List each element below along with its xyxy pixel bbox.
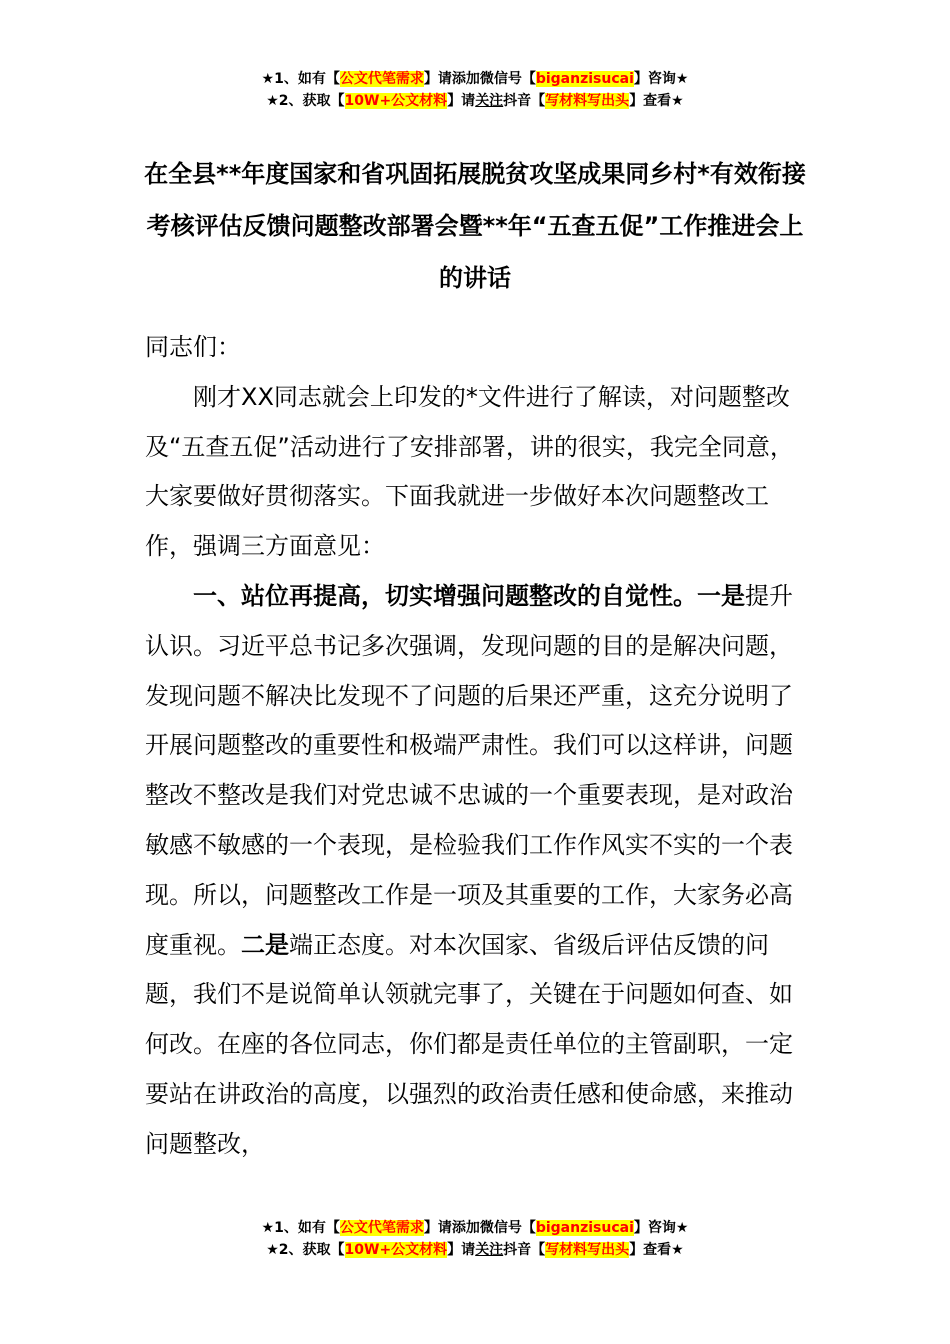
banner-highlight: 10W+公文材料 bbox=[344, 1242, 448, 1258]
document-title: 在全县**年度国家和省巩固拓展脱贫攻坚成果同乡村*有效衔接考核评估反馈问题整改部署会暨**年“五查五促”工作推进会上的讲话 bbox=[144, 160, 806, 292]
header-banner bbox=[0, 68, 950, 112]
salutation: 同志们： bbox=[145, 333, 241, 361]
banner-highlight: biganzisucai bbox=[535, 71, 634, 87]
banner-line-2: ★2、获取【10W+公文材料】请关注抖音【写材料写出头】查看★ bbox=[266, 93, 684, 109]
banner-highlight: 写材料写出头 bbox=[545, 93, 630, 109]
banner-line-2: ★2、获取【10W+公文材料】请关注抖音【写材料写出头】查看★ bbox=[266, 1242, 684, 1258]
section-heading: 一、站位再提高，切实增强问题整改的自觉性。 bbox=[193, 581, 697, 610]
banner-highlight: biganzisucai bbox=[535, 1220, 634, 1236]
banner-highlight: 公文代笔需求 bbox=[339, 71, 424, 87]
paragraph-section-1 bbox=[145, 572, 805, 1170]
point-text: 提升认识。习近平总书记多次强调，发现问题的目的是解决问题，发现问题不解决比发现不了问题的后果还严重，这充分说明了开展问题整改的重要性和极端严肃性。我们可以这样讲，问题整改不整改是我们对党忠诚不忠诚的一个重要表现，是对政治敏感不敏感的一个表现，是检验我们工作作风实不实的一个表现。所以，问题整改工作是一项及其重要的工作，大家务必高度重视。 bbox=[145, 581, 793, 959]
banner-highlight: 写材料写出头 bbox=[545, 1242, 630, 1258]
document-body bbox=[145, 323, 805, 1170]
banner-highlight: 10W+公文材料 bbox=[344, 93, 448, 109]
banner-emphasis: 关注 bbox=[475, 1242, 504, 1258]
banner-line-1: ★1、如有【公文代笔需求】请添加微信号【biganzisucai】咨询★ bbox=[261, 1220, 689, 1236]
point-label: 二是 bbox=[241, 930, 289, 959]
banner-line-1: ★1、如有【公文代笔需求】请添加微信号【biganzisucai】咨询★ bbox=[261, 71, 689, 87]
banner-highlight: 公文代笔需求 bbox=[339, 1220, 424, 1236]
footer-banner bbox=[0, 1217, 950, 1261]
banner-emphasis: 添加 bbox=[451, 71, 480, 87]
point-text: 端正态度。对本次国家、省级后评估反馈的问题，我们不是说简单认领就完事了，关键在于问题如何查、如何改。在座的各位同志，你们都是责任单位的主管副职，一定要站在讲政治的高度，以强烈的政治责任感和使命感，来推动问题整改， bbox=[145, 930, 793, 1158]
banner-emphasis: 添加 bbox=[451, 1220, 480, 1236]
paragraph-intro: 刚才XX同志就会上印发的*文件进行了解读，对问题整改及“五查五促”活动进行了安排部署，讲的很实，我完全同意，大家要做好贯彻落实。下面我就进一步做好本次问题整改工作，强调三方面意见： bbox=[145, 382, 794, 561]
banner-emphasis: 关注 bbox=[475, 93, 504, 109]
point-label: 一是 bbox=[697, 581, 745, 610]
